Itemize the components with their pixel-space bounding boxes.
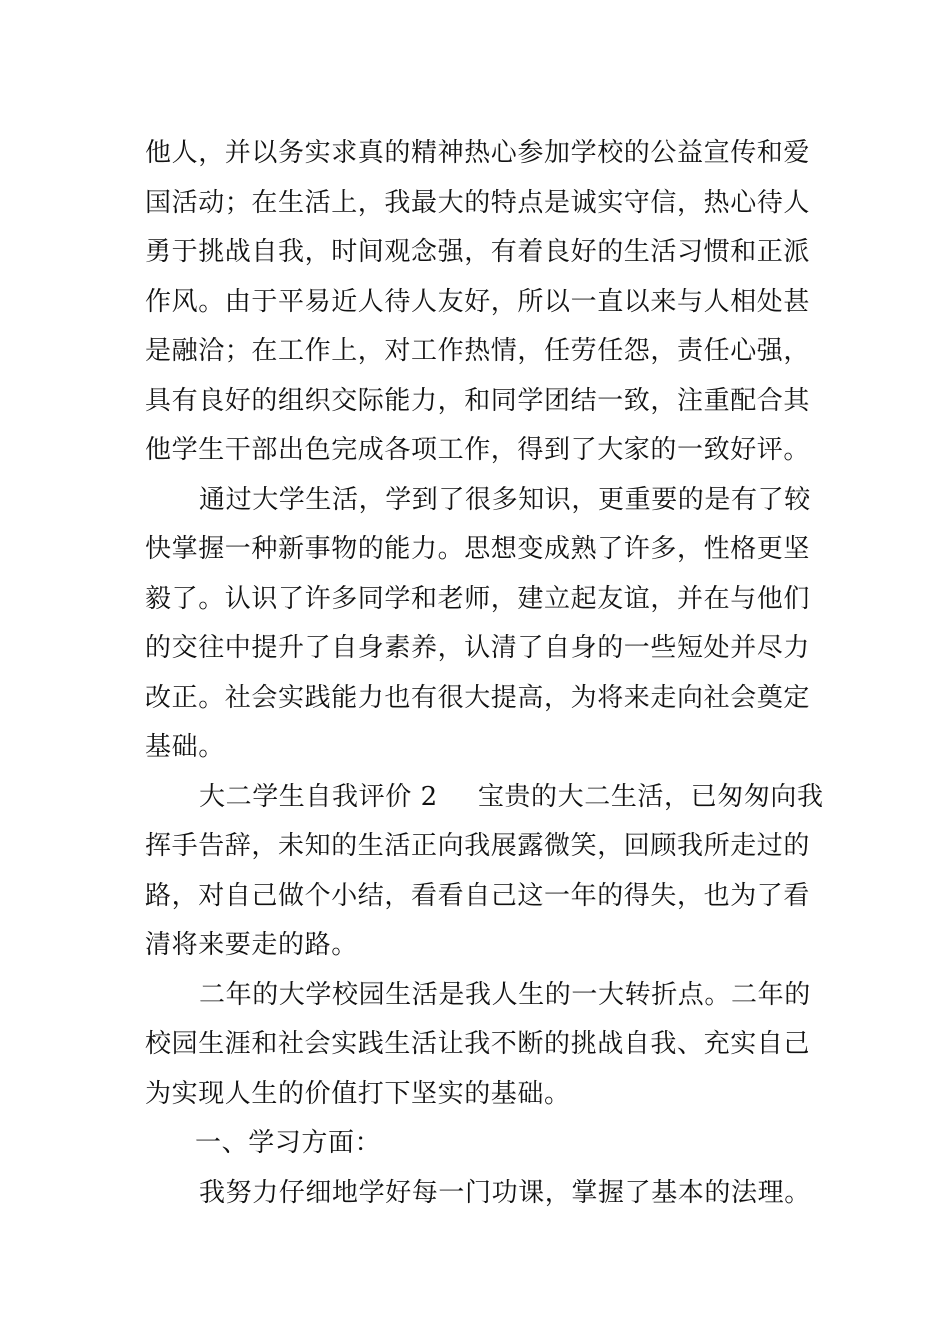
paragraph-line: 为实现人生的价值打下坚实的基础。 xyxy=(145,1078,571,1109)
paragraph-line: 作风。由于平易近人待人友好，所以一直以来与人相处甚 xyxy=(145,286,811,317)
paragraph-line: 快掌握一种新事物的能力。思想变成熟了许多，性格更坚 xyxy=(145,534,811,564)
paragraph-line: 我努力仔细地学好每一门功课，掌握了基本的法理。 xyxy=(199,1177,811,1208)
paragraph-line: 是融洽；在工作上，对工作热情，任劳任怨，责任心强， xyxy=(145,336,811,366)
paragraph-line: 校园生涯和社会实践生活让我不断的挑战自我、充实自己 xyxy=(145,1029,811,1059)
paragraph-line: 清将来要走的路。 xyxy=(145,930,358,960)
paragraph-line: 基础。 xyxy=(145,732,225,762)
paragraph-line: 二年的大学校园生活是我人生的一大转折点。二年的 xyxy=(199,979,811,1010)
paragraph-line: 改正。社会实践能力也有很大提高，为将来走向社会奠定 xyxy=(145,682,811,713)
paragraph-line: 勇于挑战自我，时间观念强，有着良好的生活习惯和正派 xyxy=(145,237,811,267)
document-body xyxy=(145,129,825,1218)
paragraph-line: 的交往中提升了自身素养，认清了自身的一些短处并尽力 xyxy=(145,633,811,663)
paragraph-line: 挥手告辞，未知的生活正向我展露微笑，回顾我所走过的 xyxy=(145,831,811,861)
paragraph-line: 国活动；在生活上，我最大的特点是诚实守信，热心待人 xyxy=(145,187,811,218)
section-line xyxy=(145,773,825,823)
paragraph-line: 毅了。认识了许多同学和老师，建立起友谊，并在与他们 xyxy=(145,583,811,614)
section-title: 大二学生自我评价 2 xyxy=(199,781,438,812)
paragraph-line: 他学生干部出色完成各项工作，得到了大家的一致好评。 xyxy=(145,435,811,465)
paragraph-line: 他人，并以务实求真的精神热心参加学校的公益宣传和爱 xyxy=(145,138,811,168)
paragraph-line: 具有良好的组织交际能力，和同学团结一致，注重配合其 xyxy=(145,385,811,416)
paragraph-line: 路，对自己做个小结，看看自己这一年的得失，也为了看 xyxy=(145,880,811,911)
paragraph-line: 通过大学生活，学到了很多知识，更重要的是有了较 xyxy=(199,484,811,515)
subheading-line: 一、学习方面： xyxy=(195,1128,382,1158)
paragraph-text: 宝贵的大二生活，已匆匆向我 xyxy=(477,781,824,812)
